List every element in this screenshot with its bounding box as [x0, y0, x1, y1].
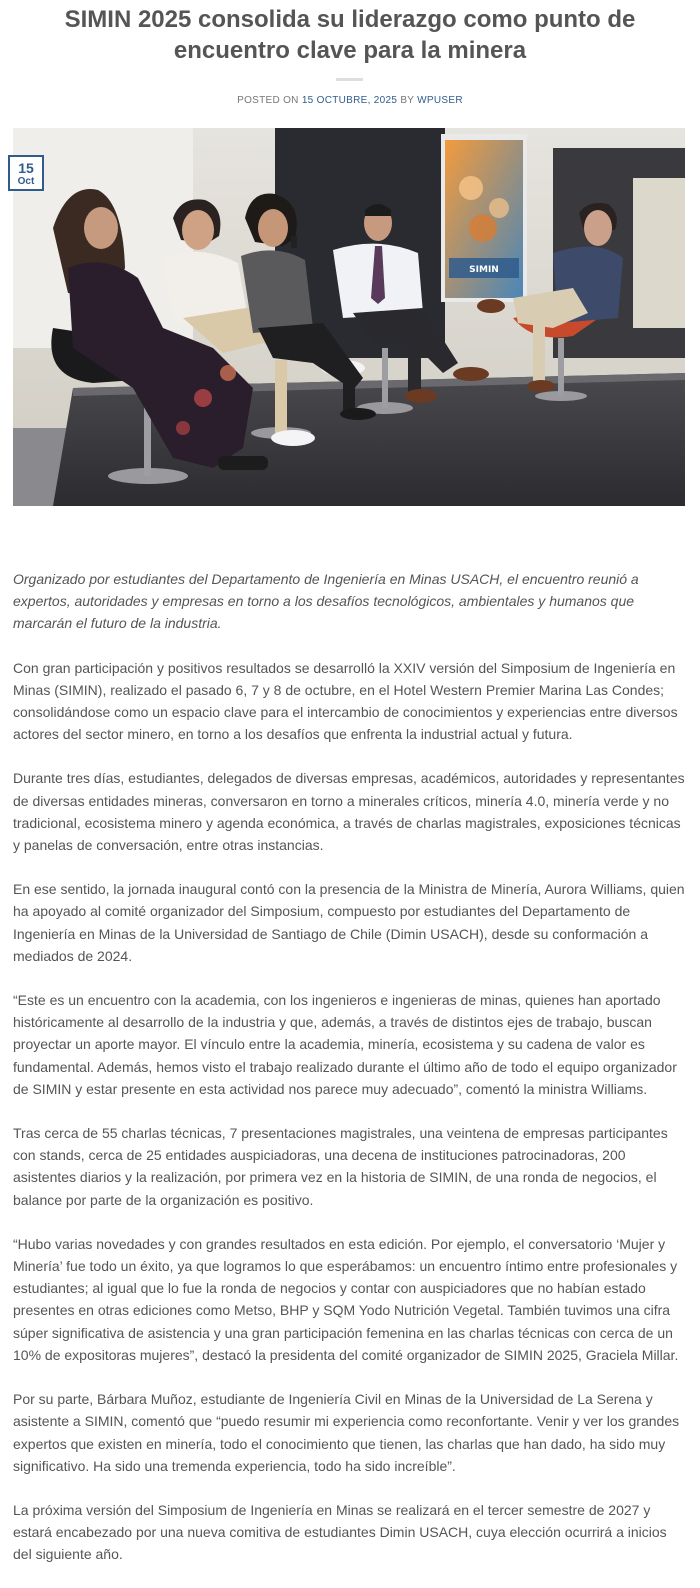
dress-pattern	[220, 365, 236, 381]
person-shoe	[271, 430, 315, 446]
screen-graphic	[469, 214, 497, 242]
chair-stem	[558, 338, 564, 396]
author-link[interactable]: WPUSER	[417, 95, 463, 106]
paragraph: Con gran participación y positivos resultados se desarrolló la XXIV versión del Simposium de Ingeniería en Minas (SIMIN), realizado el pasado 6, 7 y 8 de octubre, en el Hotel Western Premier Marina Las Condes; consolidándose como un espacio clave para el intercambio de conocimientos y experiencias entre diversos actores del sector minero, en torno a los desafíos que enfrenta la industrial actual y futura.	[13, 659, 678, 743]
posted-on-label: POSTED ON	[237, 95, 299, 106]
person-leg	[408, 343, 421, 393]
paragraph: Tras cerca de 55 charlas técnicas, 7 presentaciones magistrales, una veintena de empresas participantes con stands, cerca de 25 entidades auspiciadoras, una decena de instituciones patrocinadoras, 200 asistentes diarios y la realización, por primera vez en la historia de SIMIN, de una ronda de negocios, el balance por parte de la organización es positivo.	[13, 1125, 668, 1208]
paragraph: Por su parte, Bárbara Muñoz, estudiante de Ingeniería Civil en Minas de la Universidad de La Serena y asistente a SIMIN, comentó que “puedo resumir mi experiencia como reconfortante. Venir y ver los grandes expertos que existen en minería, todo el conocimiento que tienen, las charlas que han dado, ha sido muy significativo. Ha sido una tremenda experiencia, todo ha sido increíble”.	[13, 1391, 680, 1474]
paragraph: En ese sentido, la jornada inaugural contó con la presencia de la Ministra de Minería, Aurora Williams, quien ha apoyado al comité organizador del Simposium, compuesto por estudiantes del Departamento de Ingeniería en Minas de la Universidad de Santiago de Chile (Dimin USACH), desde su conformación a mediados de 2024.	[13, 881, 685, 964]
person-shoe	[453, 367, 489, 381]
date-badge	[8, 155, 44, 191]
by-label: BY	[400, 95, 415, 106]
paragraph: “Este es un encuentro con la academia, con los ingenieros e ingenieras de minas, quienes han aportado históricamente al desarrollo de la industria y que, además, a través de distintos ejes de trabajo, buscan proyectar un aporte mayor. El vínculo entre la academia, minería, ecosistema y su cadena de valor es fundamental. Además, hemos visto el trabajo realizado durante el último año de todo el equipo organizador de SIMIN y estar presente en esta actividad nos parece muy adecuado”, comentó la ministra Williams.	[13, 992, 677, 1097]
person-head	[182, 210, 214, 250]
person-leg	[275, 360, 287, 435]
paragraph: “Hubo varias novedades y con grandes resultados en esta edición. Por ejemplo, el conversatorio ‘Mujer y Minería’ fue todo un éxito, ya que logramos lo que esperábamos: un encuentro íntimo entre profesionales y estudiantes; al igual que lo fue la ronda de negocios y contar con auspiciadores que no habían estado presentes en otras ediciones como Metso, BHP y SQM Yodo Nutrición Vegetal. También tuvimos una cifra súper significativa de asistencia y una gran participación femenina en las charlas técnicas con cerca de un 10% de expositoras mujeres”, destacó la presidenta del comité organizador de SIMIN 2025, Graciela Millar.	[13, 1235, 679, 1363]
person-leg	[533, 323, 545, 383]
person-head	[84, 207, 118, 249]
post-meta	[0, 95, 700, 106]
person-shoe	[340, 408, 376, 420]
microphone	[291, 236, 297, 248]
post-date-link[interactable]: 15 OCTUBRE, 2025	[301, 95, 398, 106]
person-jacket	[241, 250, 313, 333]
person-shoe	[477, 299, 505, 313]
person-shoe	[527, 380, 555, 392]
screen-banner-text: SIMIN	[469, 265, 499, 275]
date-badge-day: 15	[18, 160, 34, 176]
post-content	[13, 568, 687, 1588]
paragraph: La próxima versión del Simposium de Ingeniería en Minas se realizará en el tercer semestre de 2027 y estará encabezado por una nueva comitiva de estudiantes Dimin USACH, cuya elección ocurrirá a inicios del siguiente año.	[13, 1501, 667, 1563]
person-head	[584, 210, 612, 246]
person-shoe	[218, 456, 268, 470]
paragraph: Durante tres días, estudiantes, delegados de diversas empresas, académicos, autoridades y representantes de diversas entidades mineras, conversaron en torno a minerales críticos, minería 4.0, minería verde y no tradicional, ecosistema minero y agenda económica, a través de charlas magistrales, exposiciones técnicas y panelas de conversación, entre otras instancias.	[13, 770, 685, 854]
dress-pattern	[194, 389, 212, 407]
title-divider	[336, 78, 363, 81]
screen-graphic	[489, 198, 509, 218]
dress-pattern	[176, 421, 190, 435]
post-title: SIMIN 2025 consolida su liderazgo como punto de encuentro clave para la minera	[64, 6, 636, 64]
person-leg	[343, 368, 355, 413]
screen-graphic	[459, 176, 483, 200]
date-badge-month: Oct	[17, 176, 35, 187]
lead-paragraph: Organizado por estudiantes del Departamento de Ingeniería en Minas USACH, el encuentro reunió a expertos, autoridades y empresas en torno a los desafíos tecnológicos, ambientales y humanos que marcarán el futuro de la industria.	[13, 571, 639, 632]
person-shoe	[405, 389, 437, 403]
right-wall	[633, 178, 685, 328]
person-head	[258, 209, 288, 247]
chair-stem	[382, 348, 388, 408]
featured-image	[13, 128, 685, 506]
